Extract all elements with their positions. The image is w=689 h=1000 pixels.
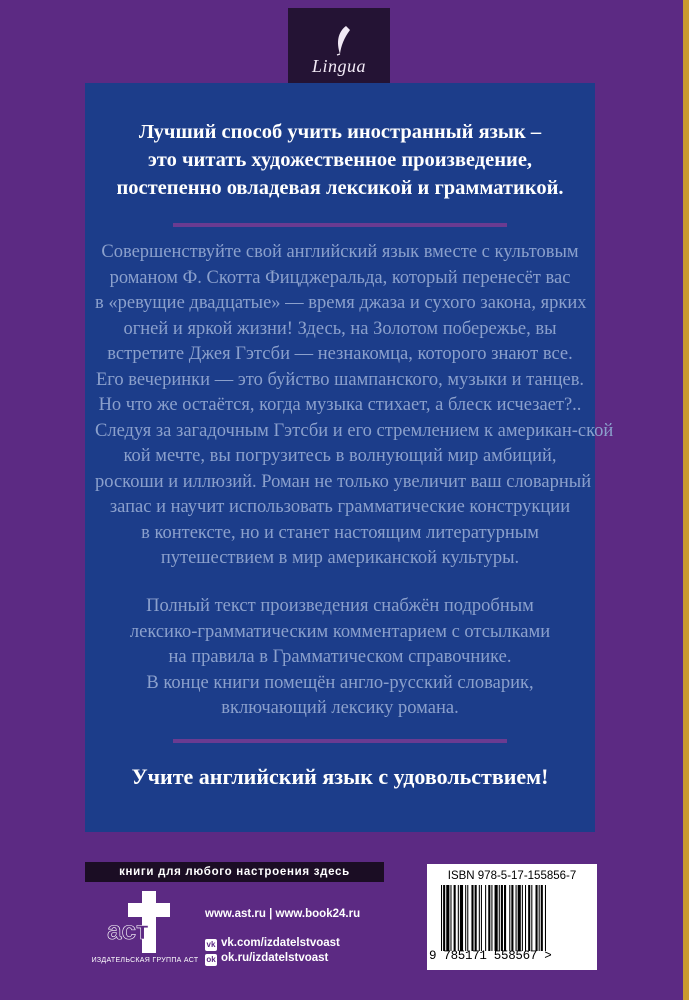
barcode-bar <box>467 885 468 951</box>
features-line: лексико-грамматическим комментарием с отсылками <box>129 621 551 642</box>
barcode-bar <box>511 885 513 951</box>
barcode-bar <box>443 885 445 951</box>
ok-url: ok.ru/izdatelstvoast <box>221 952 329 964</box>
barcode-bar <box>441 885 442 951</box>
tagline-banner: книги для любого настроения здесь <box>85 862 384 882</box>
isbn-number: ISBN 978-5-17-155856-7 <box>447 870 577 882</box>
description-panel <box>85 83 614 832</box>
barcode-bar <box>454 885 456 951</box>
cover-edge-stripe <box>683 0 689 1000</box>
barcode-bar <box>499 885 500 951</box>
barcode-bar <box>475 885 477 951</box>
description-line: Следуя за загадочным Гэтсби и его стремлением к американ-ской <box>95 420 614 441</box>
barcode-bar <box>525 885 526 951</box>
barcode-bar <box>531 885 532 951</box>
barcode-bar <box>539 885 540 951</box>
isbn-barcode <box>427 864 597 970</box>
description-paragraph <box>95 240 614 572</box>
barcode-bar <box>450 885 451 951</box>
features-paragraph <box>95 594 585 722</box>
description-line: запас и научит использовать грамматические конструкции <box>109 497 571 517</box>
description-line: огней и яркой жизни! Здесь, на Золотом побережье, вы <box>123 318 557 339</box>
ast-logo-text: аст <box>107 915 149 945</box>
barcode-bar <box>491 885 492 951</box>
features-line: включающий лексику романа. <box>221 698 459 718</box>
vk-link <box>205 936 340 950</box>
barcode-bar <box>516 885 517 951</box>
barcode-bar <box>458 885 459 951</box>
features-line: В конце книги помещён англо-русский словарик, <box>146 672 534 693</box>
barcode-bar <box>541 885 543 951</box>
description-line: Совершенствуйте свой английский язык вместе с культовым <box>101 242 579 262</box>
barcode-bar <box>488 885 490 951</box>
description-line: путешествием в мир американской культуры. <box>160 548 520 568</box>
vk-icon: vk <box>206 940 216 949</box>
description-line: в «ревущие двадцатые» — время джаза и сухого закона, ярких <box>95 293 587 313</box>
lead-line: постепенно овладевая лексикой и грамматикой. <box>116 177 564 199</box>
features-line: на правила в Грамматическом справочнике. <box>168 647 512 667</box>
barcode-bar <box>460 885 463 951</box>
closing-slogan: Учите английский язык с удовольствием! <box>131 764 549 789</box>
barcode-bar <box>518 885 521 951</box>
barcode-bar <box>501 885 503 951</box>
barcode-bar <box>479 885 480 951</box>
lead-line: это читать художественное произведение, <box>147 149 533 171</box>
barcode-bar <box>495 885 498 951</box>
lead-paragraph <box>85 118 595 202</box>
ok-link <box>205 951 328 965</box>
description-line: в контексте, но и станет настоящим литературным <box>141 522 539 543</box>
barcode-bar <box>485 885 486 951</box>
publisher-group-label: ИЗДАТЕЛЬСКАЯ ГРУППА АСТ <box>91 957 199 964</box>
barcode-bar <box>528 885 530 951</box>
barcode-bar <box>465 885 466 951</box>
barcode-bar <box>504 885 506 951</box>
lead-line: Лучший способ учить иностранный язык – <box>138 121 542 143</box>
description-line: Но что же остаётся, когда музыка стихает, а блеск исчезает?.. <box>98 395 582 415</box>
barcode-bar <box>545 885 546 951</box>
divider <box>173 739 507 743</box>
websites: www.ast.ru | www.book24.ru <box>205 908 361 920</box>
description-line: кой мечте, вы погрузитесь в волнующий мир амбиций, <box>123 446 557 466</box>
description-line: роскоши и иллюзий. Роман не только увеличит ваш словарный <box>95 471 592 492</box>
logo-text: Lingua <box>311 56 366 76</box>
lingua-logo <box>288 8 390 86</box>
description-line: встретите Джея Гэтсби — незнакомца, которого знают все. <box>107 344 573 364</box>
barcode-bar <box>522 885 523 951</box>
barcode-bar <box>536 885 538 951</box>
divider <box>173 223 507 227</box>
vk-url: vk.com/izdatelstvoast <box>221 937 340 949</box>
barcode-bar <box>471 885 473 951</box>
barcode-bar <box>509 885 510 951</box>
ast-publisher-logo <box>98 887 190 957</box>
description-line: Его вечеринки — это буйство шампанского, музыки и танцев. <box>95 369 585 390</box>
barcode-bar <box>446 885 449 951</box>
barcode-digits: 9 785171 558567 > <box>429 949 552 963</box>
description-line: романом Ф. Скотта Фицджеральда, который перенесёт вас <box>109 267 571 288</box>
quill-icon <box>332 24 352 56</box>
barcode-bars <box>441 885 583 951</box>
barcode-bar <box>481 885 482 951</box>
features-line: Полный текст произведения снабжён подробным <box>146 596 534 616</box>
ok-icon: ok <box>206 955 216 964</box>
